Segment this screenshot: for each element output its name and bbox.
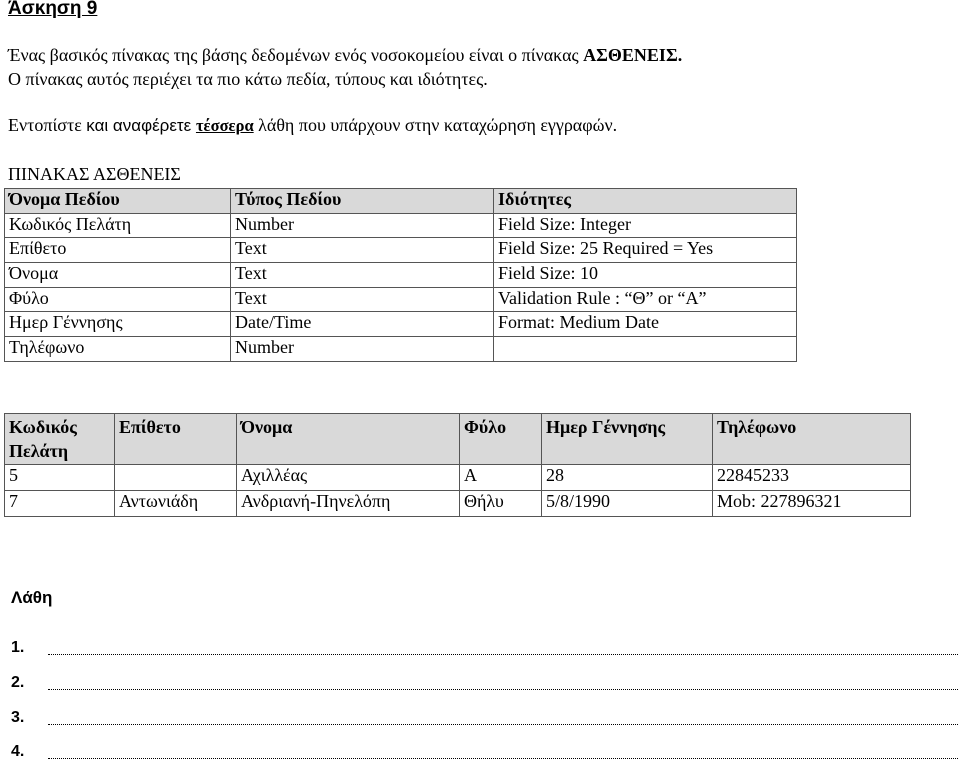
table-row (5, 465, 911, 491)
field-type-cell: Date/Time (231, 312, 494, 337)
task-instruction (8, 115, 617, 136)
fields-header-properties: Ιδιότητες (494, 189, 797, 214)
record-birthdate-cell: 28 (542, 465, 713, 491)
record-phone-cell: Mob: 227896321 (713, 491, 911, 517)
record-phone-cell: 22845233 (713, 465, 911, 491)
field-type-cell: Text (231, 287, 494, 312)
record-surname-cell (115, 465, 237, 491)
field-name-cell: Ημερ Γέννησης (5, 312, 231, 337)
error-item-2-answer-line[interactable] (48, 689, 958, 690)
task-part-3: λάθη που υπάρχουν στην καταχώρηση εγγραφών. (253, 115, 618, 135)
table-row (5, 491, 911, 517)
records-header-gender: Φύλο (460, 414, 542, 465)
record-name-cell: Ανδριανή-Πηνελόπη (237, 491, 460, 517)
table-row (5, 238, 797, 263)
record-code-cell: 7 (5, 491, 115, 517)
records-table-header-row (5, 414, 911, 465)
fields-header-type: Τύπος Πεδίου (231, 189, 494, 214)
records-header-birthdate: Ημερ Γέννησης (542, 414, 713, 465)
record-surname-cell: Αντωνιάδη (115, 491, 237, 517)
record-code-cell: 5 (5, 465, 115, 491)
records-header-code: Κωδικός Πελάτη (5, 414, 115, 465)
fields-header-name: Όνομα Πεδίου (5, 189, 231, 214)
records-header-name: Όνομα (237, 414, 460, 465)
record-gender-cell: Θήλυ (460, 491, 542, 517)
error-item-4-number: 4. (11, 743, 25, 760)
table-row (5, 337, 797, 362)
error-item-2-number: 2. (11, 674, 25, 691)
field-properties-cell: Field Size: 10 (494, 263, 797, 288)
task-part-1: Εντοπίστε (8, 115, 87, 135)
field-properties-cell: Field Size: 25 Required = Yes (494, 238, 797, 263)
record-gender-cell: Α (460, 465, 542, 491)
errors-title: Λάθη (11, 588, 53, 607)
error-item-3-number: 3. (11, 709, 25, 726)
field-name-cell: Επίθετο (5, 238, 231, 263)
fields-table-title: ΠΙΝΑΚΑΣ ΑΣΘΕΝΕΙΣ (8, 164, 181, 184)
table-row (5, 213, 797, 238)
error-item-1-answer-line[interactable] (48, 654, 958, 655)
task-emphasis: τέσσερα (195, 116, 254, 135)
field-type-cell: Number (231, 337, 494, 362)
records-table (4, 413, 911, 517)
field-name-cell: Φύλο (5, 287, 231, 312)
error-item-4-answer-line[interactable] (48, 758, 958, 759)
intro-table-name: ΑΣΘΕΝΕΙΣ. (583, 45, 683, 65)
field-properties-cell: Field Size: Integer (494, 213, 797, 238)
table-row (5, 263, 797, 288)
records-header-surname: Επίθετο (115, 414, 237, 465)
field-name-cell: Τηλέφωνο (5, 337, 231, 362)
exercise-title: Άσκηση 9 (8, 0, 98, 19)
record-name-cell: Αχιλλέας (237, 465, 460, 491)
field-name-cell: Όνομα (5, 263, 231, 288)
table-row (5, 312, 797, 337)
fields-table-header-row (5, 189, 797, 214)
field-properties-cell (494, 337, 797, 362)
field-type-cell: Text (231, 238, 494, 263)
field-type-cell: Text (231, 263, 494, 288)
records-header-phone: Τηλέφωνο (713, 414, 911, 465)
field-properties-cell: Format: Medium Date (494, 312, 797, 337)
intro-line-1-text: Ένας βασικός πίνακας της βάσης δεδομένων ενός νοσοκομείου είναι ο πίνακας (8, 45, 584, 65)
error-item-3-answer-line[interactable] (48, 724, 958, 725)
fields-table (4, 188, 797, 362)
field-name-cell: Κωδικός Πελάτη (5, 213, 231, 238)
record-birthdate-cell: 5/8/1990 (542, 491, 713, 517)
table-row (5, 287, 797, 312)
field-properties-cell: Validation Rule : “Θ” or “Α” (494, 287, 797, 312)
intro-line-1 (8, 45, 682, 66)
error-item-1-number: 1. (11, 639, 25, 656)
field-type-cell: Number (231, 213, 494, 238)
intro-line-2: Ο πίνακας αυτός περιέχει τα πιο κάτω πεδία, τύπους και ιδιότητες. (8, 69, 488, 89)
task-part-2: και αναφέρετε (86, 116, 196, 135)
